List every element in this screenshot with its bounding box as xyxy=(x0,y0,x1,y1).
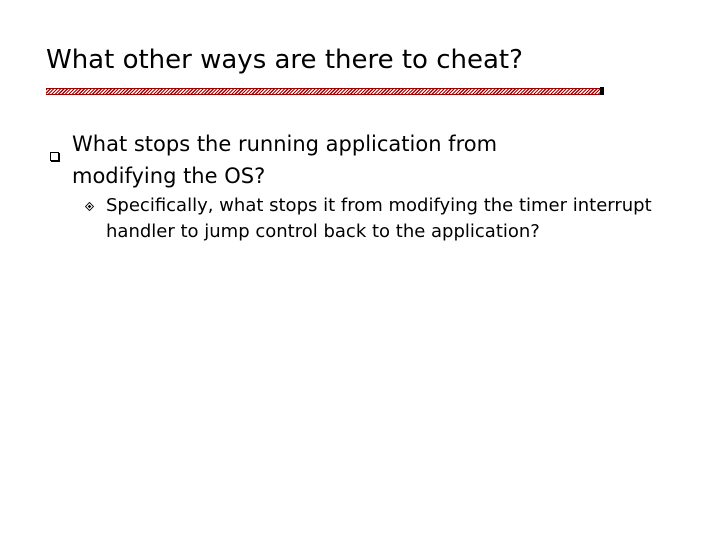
hollow-square-bullet-icon xyxy=(50,152,59,161)
bullet-text: What stops the running application from modifying the OS? xyxy=(72,132,498,188)
sub-bullet-text: Specifically, what stops it from modifying the timer interrupt handler to jump control back to the application? xyxy=(106,195,652,242)
slide-title: What other ways are there to cheat? xyxy=(46,45,523,75)
title-underline-cap xyxy=(600,87,604,95)
diamond-bullet-icon xyxy=(85,202,94,211)
title-underline-rule xyxy=(46,88,602,95)
